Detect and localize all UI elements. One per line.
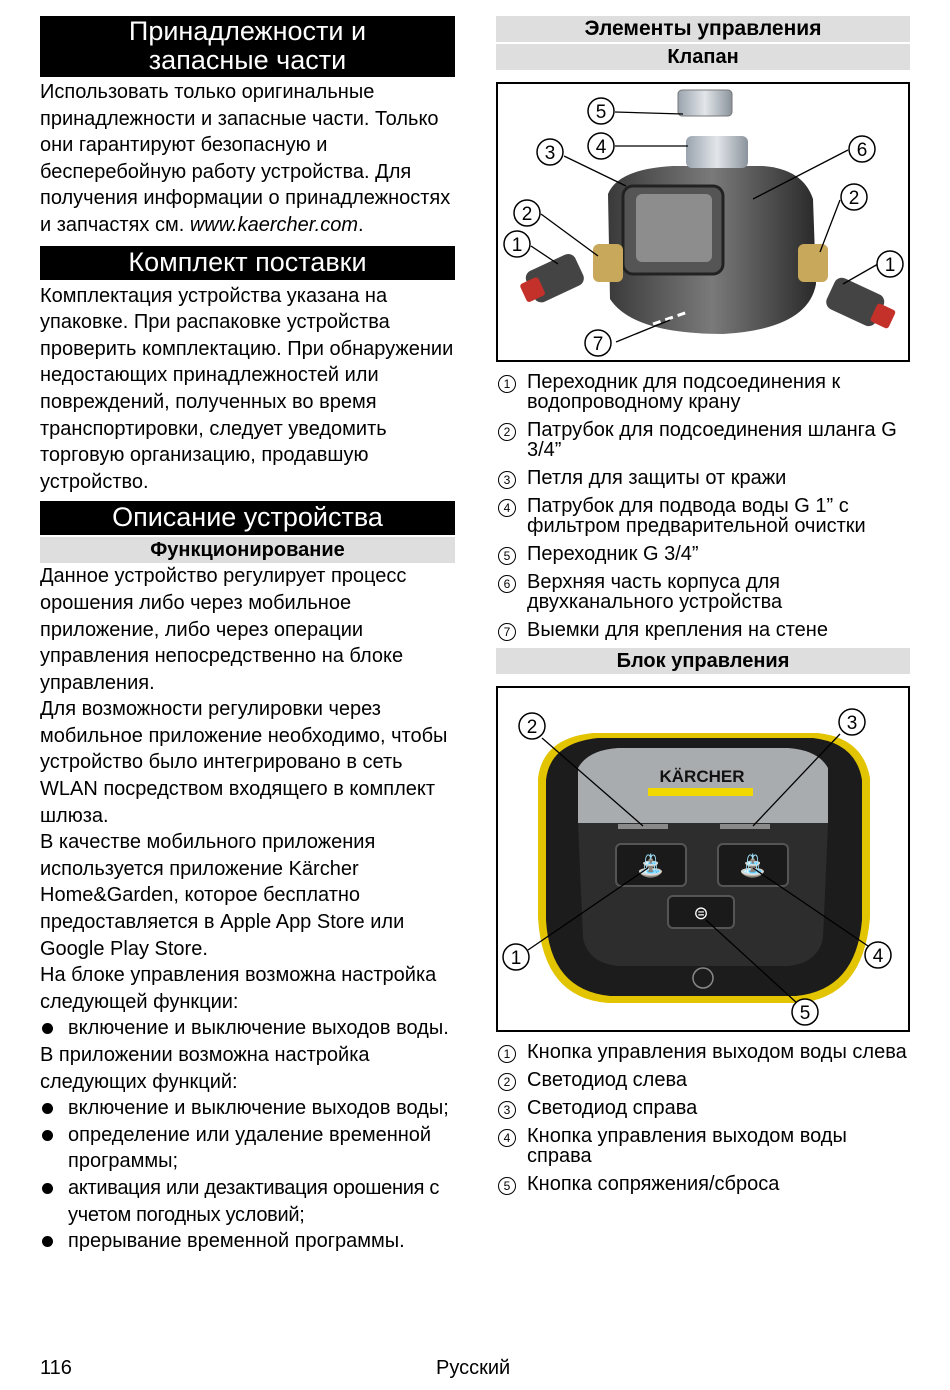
bullet-icon [42, 1023, 53, 1034]
list-item-text: прерывание временной программы. [68, 1230, 405, 1253]
legend-item [496, 544, 910, 564]
list-item [40, 1175, 455, 1228]
callout-5 [792, 999, 818, 1025]
svg-text:5: 5 [799, 1003, 811, 1024]
svg-text:4: 4 [872, 946, 884, 967]
bullet-icon [42, 1236, 53, 1247]
legend-item [496, 620, 910, 640]
accessories-text: Использовать только оригинальные принадлежности и запасные части. Только они гарантируют безопасную и бесперебойную работу устройства. Для получения информации о принадлежностях и запчастях см. [40, 81, 451, 236]
legend-number: 5 [498, 547, 516, 565]
svg-text:3: 3 [544, 143, 556, 164]
svg-text:5: 5 [595, 102, 607, 123]
legend-item [496, 1070, 910, 1090]
function-subheading: Функционирование [40, 537, 455, 563]
bullet-icon [42, 1130, 53, 1141]
callout-3 [839, 709, 865, 735]
legend-number: 7 [498, 623, 516, 641]
legend-item [496, 572, 910, 612]
valve-illustration [498, 84, 908, 360]
function-paragraph-5: В приложении возможна настройка следующих функций: [40, 1044, 370, 1093]
callout-2 [519, 713, 545, 739]
svg-text:1: 1 [511, 235, 523, 256]
left-water-button[interactable] [616, 844, 686, 886]
callout-6 [849, 136, 875, 162]
legend-item [496, 1098, 910, 1118]
list-item [40, 1015, 455, 1042]
list-item [40, 1122, 455, 1175]
legend-text: Верхняя часть корпуса для двухканального устройства [527, 571, 783, 613]
legend-item [496, 420, 910, 460]
callout-4 [588, 133, 614, 159]
legend-item [496, 1174, 910, 1194]
legend-number: 4 [498, 499, 516, 517]
legend-text: Светодиод справа [527, 1097, 698, 1119]
list-item-text: определение или удаление временной программы; [68, 1123, 432, 1173]
legend-number: 2 [498, 1073, 516, 1091]
legend-text: Выемки для крепления на стене [527, 619, 828, 641]
callout-2 [514, 200, 540, 226]
legend-item [496, 468, 910, 488]
svg-text:2: 2 [526, 717, 538, 738]
function-paragraph-1: Данное устройство регулирует процесс орошения либо через мобильное приложение, либо через операции управления непосредственно на блоке управления. [40, 565, 407, 694]
kaercher-link[interactable]: www.kaercher.com [189, 213, 359, 236]
callout-1 [877, 251, 903, 277]
valve-figure [496, 82, 910, 362]
accessories-paragraph [40, 79, 455, 239]
legend-text: Патрубок для подвода воды G 1” с фильтром предварительной очистки [527, 495, 866, 537]
right-column [496, 16, 910, 1202]
legend-number: 2 [498, 423, 516, 441]
callout-1 [504, 231, 530, 257]
footer-language: Русский [436, 1357, 511, 1379]
legend-item [496, 496, 910, 536]
function-paragraph-3: В качестве мобильного приложения используется приложение Kärcher Home&Garden, которое бесплатно предоставляется в Apple App Store или Google Play Store. [40, 831, 405, 960]
legend-number: 1 [498, 375, 516, 393]
svg-text:⊜: ⊜ [693, 903, 709, 924]
legend-item [496, 1042, 910, 1062]
svg-text:⛲: ⛲ [739, 854, 767, 879]
function-paragraph-4: На блоке управления возможна настройка следующей функции: [40, 964, 437, 1013]
legend-text: Переходник для подсоединения к водопроводному крану [527, 371, 841, 413]
callout-7 [585, 330, 611, 356]
callout-1 [503, 944, 529, 970]
svg-text:3: 3 [846, 713, 858, 734]
left-column [40, 16, 455, 1255]
bullet-icon [42, 1183, 53, 1194]
legend-text: Патрубок для подсоединения шланга G 3/4” [527, 419, 897, 461]
svg-text:6: 6 [856, 140, 868, 161]
legend-number: 3 [498, 471, 516, 489]
delivery-heading: Комплект поставки [40, 246, 455, 280]
callout-2 [841, 184, 867, 210]
callout-3 [537, 139, 563, 165]
led-right [720, 824, 770, 829]
link-suffix: . [358, 213, 364, 236]
right-water-button[interactable] [718, 844, 788, 886]
delivery-paragraph: Комплектация устройства указана на упаковке. При распаковке устройства проверить комплектацию. При обнаружении недостающих принадлежностей или повреждений, полученных во время транспортировки, следует уведомить торговую организацию, продавшую устройство. [40, 284, 454, 493]
list-item [40, 1228, 455, 1255]
legend-text: Кнопка управления выходом воды слева [527, 1041, 907, 1063]
legend-text: Кнопка управления выходом воды справа [527, 1125, 847, 1167]
panel-legend [496, 1042, 910, 1194]
legend-number: 4 [498, 1129, 516, 1147]
brand-logo: KÄRCHER [659, 767, 745, 786]
svg-text:7: 7 [592, 334, 604, 355]
valve-subheading: Клапан [496, 44, 910, 70]
legend-number: 6 [498, 575, 516, 593]
page-number: 116 [40, 1357, 72, 1379]
bullet-icon [42, 1103, 53, 1114]
legend-item [496, 372, 910, 412]
svg-text:1: 1 [884, 255, 896, 276]
svg-text:2: 2 [848, 188, 860, 209]
controls-heading: Элементы управления [496, 16, 910, 42]
svg-text:4: 4 [595, 137, 607, 158]
svg-text:2: 2 [521, 204, 533, 225]
callout-4 [865, 942, 891, 968]
list-item-text: включение и выключение выходов воды. [68, 1017, 449, 1040]
function-paragraph-2: Для возможности регулировки через мобильное приложение необходимо, чтобы устройство было интегрировано в сеть WLAN посредством входящего в комплект шлюза. [40, 698, 448, 827]
svg-text:⛲: ⛲ [637, 854, 665, 879]
pairing-reset-button[interactable] [668, 896, 734, 928]
legend-text: Петля для защиты от кражи [527, 467, 787, 489]
svg-text:1: 1 [510, 948, 522, 969]
list-item-text: активация или дезактивация орошения с учетом погодных условий; [68, 1176, 440, 1226]
legend-number: 5 [498, 1177, 516, 1195]
legend-number: 3 [498, 1101, 516, 1119]
control-panel-illustration [498, 688, 908, 1030]
callout-5 [588, 98, 614, 124]
description-heading: Описание устройства [40, 501, 455, 535]
accessories-heading: Принадлежности и запасные части [40, 16, 455, 77]
led-left [618, 824, 668, 829]
list-item [40, 1095, 455, 1122]
legend-number: 1 [498, 1045, 516, 1063]
legend-text: Светодиод слева [527, 1069, 687, 1091]
list-item-text: включение и выключение выходов воды; [68, 1097, 449, 1120]
legend-text: Переходник G 3/4” [527, 543, 699, 565]
valve-legend [496, 372, 910, 640]
control-panel-figure [496, 686, 910, 1032]
panel-subheading: Блок управления [496, 648, 910, 674]
legend-item [496, 1126, 910, 1166]
legend-text: Кнопка сопряжения/сброса [527, 1173, 780, 1195]
